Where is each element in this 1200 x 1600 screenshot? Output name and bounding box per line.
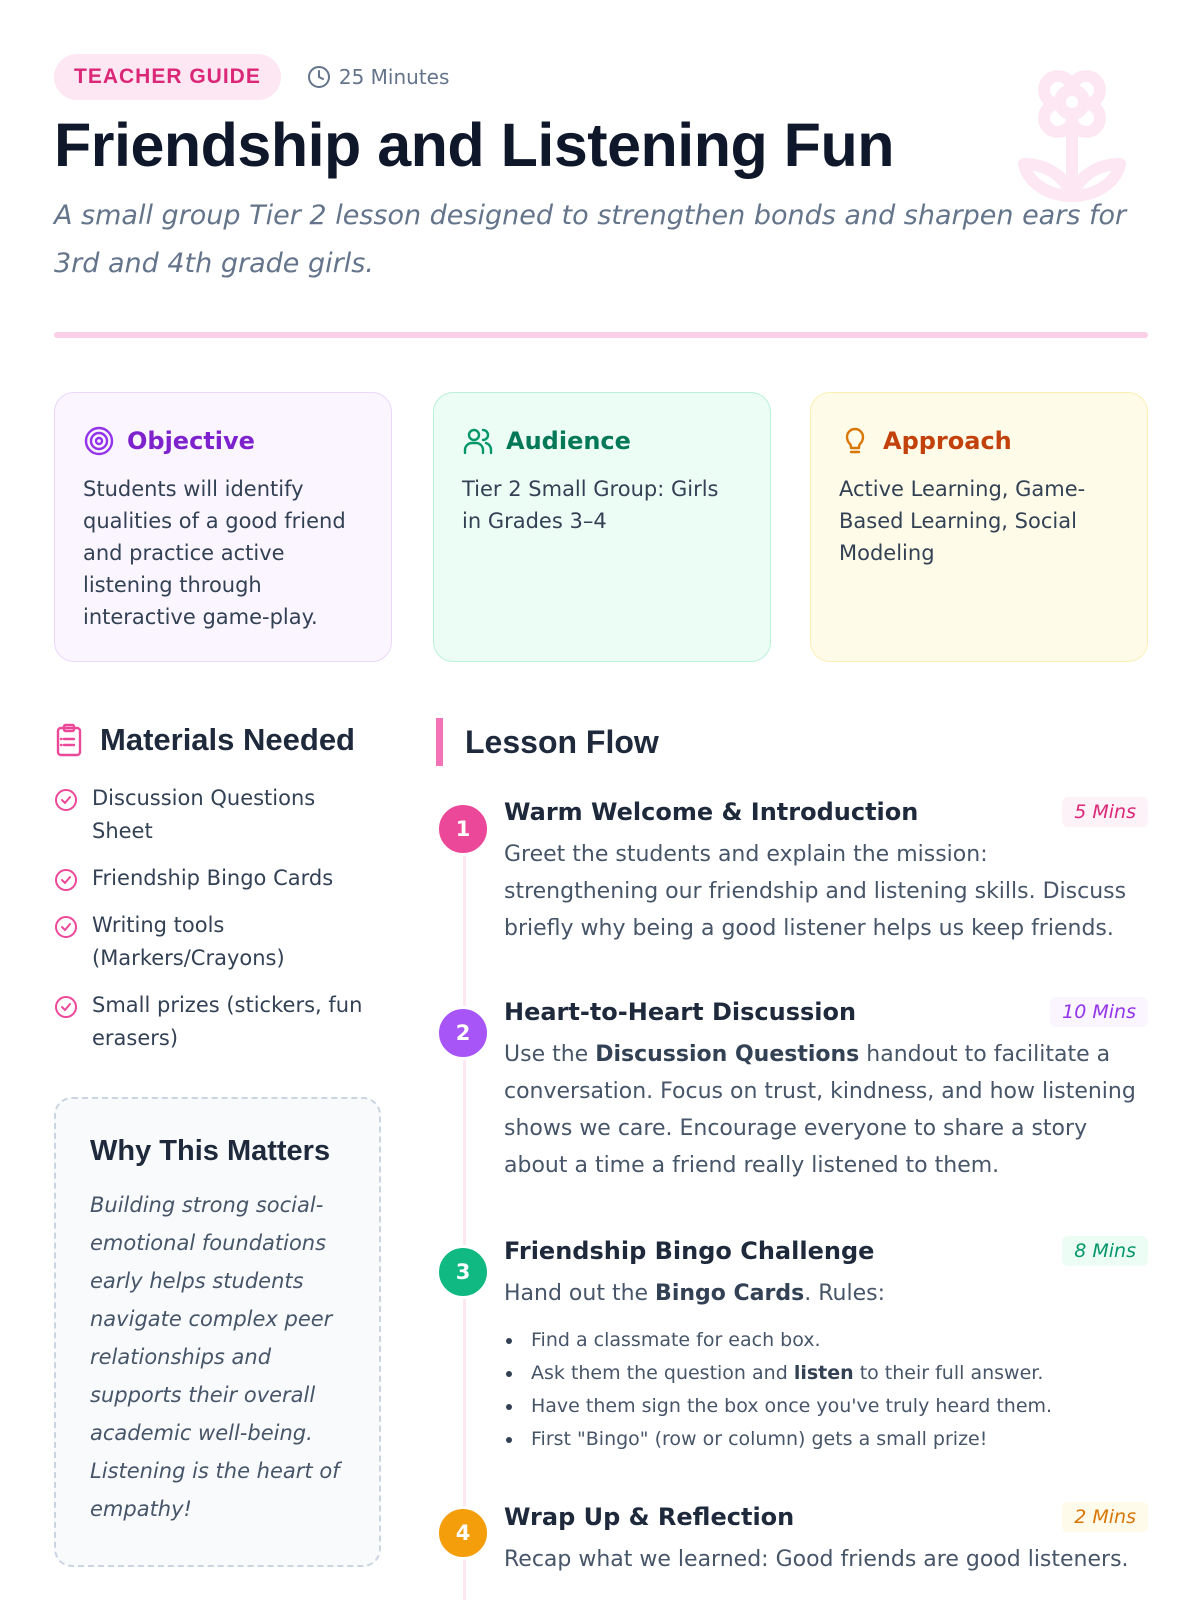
step-number: 3 <box>436 1245 490 1299</box>
why-text: Building strong social-emotional foundations early helps students navigate complex peer relationships and supports their overall academic well-being. Listening is the heart of empathy! <box>90 1193 340 1521</box>
step-number: 1 <box>436 802 490 856</box>
why-this-matters-box <box>54 1097 381 1567</box>
step-title: Wrap Up & Reflection <box>504 1503 795 1531</box>
lesson-flow-title: Lesson Flow <box>465 723 659 760</box>
step-title: Warm Welcome & Introduction <box>504 798 919 826</box>
step-description: Use the Discussion Questions handout to facilitate a conversation. Focus on trust, kindness, and how listening shows we care. Encourage everyone to share a story about a time a friend really listened to them. <box>504 1042 1136 1178</box>
teacher-guide-page <box>54 0 1148 1600</box>
materials-title: Materials Needed <box>100 722 355 757</box>
objective-title: Objective <box>127 427 255 455</box>
approach-title: Approach <box>883 427 1012 455</box>
list-item <box>54 989 374 1055</box>
check-circle-icon <box>54 995 78 1019</box>
meta-row <box>54 54 449 100</box>
page-subtitle: A small group Tier 2 lesson designed to strengthen bonds and sharpen ears for 3rd and 4th grade girls. <box>54 200 1127 279</box>
materials-list <box>54 782 374 1069</box>
step-title: Heart-to-Heart Discussion <box>504 998 857 1026</box>
list-item <box>54 862 374 895</box>
step-number: 2 <box>436 1006 490 1060</box>
duration-label: 25 Minutes <box>338 65 450 89</box>
step-duration-badge: 5 Mins <box>1062 797 1148 827</box>
audience-card <box>433 392 771 662</box>
audience-text: Tier 2 Small Group: Girls in Grades 3–4 <box>462 477 719 533</box>
timeline-line <box>463 838 466 1600</box>
list-item: First "Bingo" (row or column) gets a small prize! <box>504 1423 1148 1456</box>
materials-header <box>54 722 355 758</box>
material-item: Discussion Questions Sheet <box>92 786 316 843</box>
check-circle-icon <box>54 788 78 812</box>
step-description: Recap what we learned: Good friends are good listeners. <box>504 1547 1129 1572</box>
duration <box>307 65 450 89</box>
check-circle-icon <box>54 915 78 939</box>
bold-term: Discussion Questions <box>595 1042 860 1067</box>
step-duration-badge: 8 Mins <box>1062 1236 1148 1266</box>
material-item: Writing tools (Markers/Crayons) <box>92 913 285 970</box>
objective-text: Students will identify qualities of a good friend and practice active listening through interactive game-play. <box>83 477 346 629</box>
step-description: Hand out the Bingo Cards. Rules: <box>504 1281 885 1306</box>
lightbulb-icon <box>839 425 871 457</box>
flower-icon <box>1018 56 1126 204</box>
step-number: 4 <box>436 1506 490 1560</box>
step-description: Greet the students and explain the mission: strengthening our friendship and listening skills. Discuss briefly why being a good listener helps us keep friends. <box>504 842 1127 941</box>
list-item <box>54 782 374 848</box>
step-duration-badge: 2 Mins <box>1062 1502 1148 1532</box>
approach-card <box>810 392 1148 662</box>
step-duration-badge: 10 Mins <box>1050 997 1148 1027</box>
objective-card <box>54 392 392 662</box>
list-item <box>54 909 374 975</box>
why-title: Why This Matters <box>90 1135 331 1167</box>
step-title: Friendship Bingo Challenge <box>504 1237 875 1265</box>
guide-tag: TEACHER GUIDE <box>54 54 281 100</box>
approach-text: Active Learning, Game-Based Learning, Social Modeling <box>839 477 1086 565</box>
page-title: Friendship and Listening Fun <box>54 111 894 179</box>
header-divider <box>54 332 1148 338</box>
bold-term: Bingo Cards <box>655 1281 805 1306</box>
lesson-flow-header <box>436 718 659 766</box>
audience-title: Audience <box>506 427 631 455</box>
target-icon <box>83 425 115 457</box>
material-item: Small prizes (stickers, fun erasers) <box>92 993 363 1050</box>
check-circle-icon <box>54 868 78 892</box>
material-item: Friendship Bingo Cards <box>92 866 334 890</box>
list-item: Have them sign the box once you've truly heard them. <box>504 1390 1148 1423</box>
clipboard-icon <box>54 723 84 757</box>
bingo-rules-list <box>504 1324 1148 1456</box>
clock-icon <box>307 65 331 89</box>
list-item: Ask them the question and listen to their full answer. <box>504 1357 1148 1390</box>
users-icon <box>462 425 494 457</box>
list-item: Find a classmate for each box. <box>504 1324 1148 1357</box>
